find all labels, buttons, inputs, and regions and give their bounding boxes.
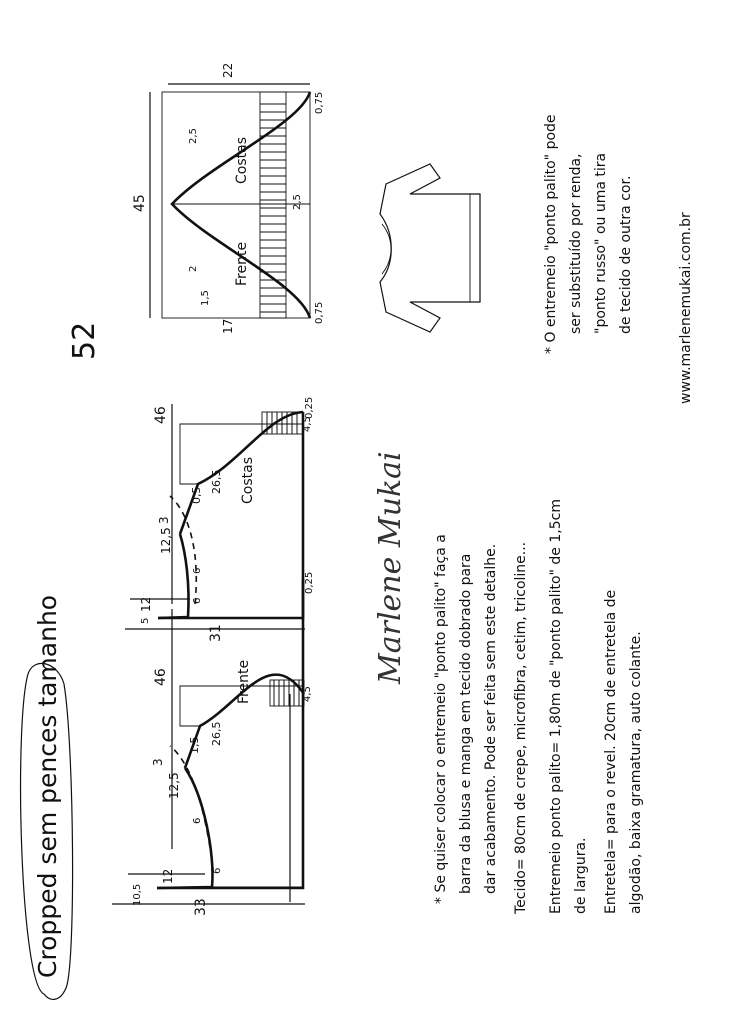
back-dim-neck-mark: 6 bbox=[192, 567, 203, 574]
note-line-6: de largura. bbox=[573, 837, 589, 914]
side-note-block bbox=[543, 114, 694, 404]
front-dim-armhole-curve: 1,5 bbox=[188, 736, 201, 754]
note-line-2: barra da blusa e manga em tecido dobrado para bbox=[458, 553, 474, 894]
back-dim-length: 46 bbox=[153, 406, 169, 424]
title-block bbox=[21, 322, 102, 1000]
back-hem-hatch bbox=[267, 412, 297, 434]
back-dim-shoulder-drop: 3 bbox=[157, 516, 171, 524]
notes-block bbox=[433, 499, 644, 915]
sleeve-dim-underarm: 17 bbox=[221, 318, 235, 334]
note-line-8: algodão, baixa gramatura, auto colante. bbox=[628, 631, 644, 914]
front-dim-width: 33 bbox=[193, 898, 209, 916]
side-note-line-3: "ponto russo" ou uma tira bbox=[593, 152, 609, 334]
top-outline bbox=[380, 164, 480, 332]
side-note-line-4: de tecido de outra cor. bbox=[618, 175, 634, 334]
top-hem-detail bbox=[470, 194, 480, 302]
back-dim-armhole-depth: 26,5 bbox=[210, 469, 223, 494]
sleeve-dim-curve-front: 2 bbox=[188, 265, 199, 272]
back-dim-neck-depth: 5 bbox=[140, 617, 151, 624]
sleeve-dim-width: 45 bbox=[132, 194, 148, 212]
sleeve-dim-curve-low: 1,5 bbox=[200, 290, 211, 306]
signature: Marlene Mukai bbox=[373, 451, 408, 684]
note-line-7: Entretela= para o revel. 20cm de entretela de bbox=[603, 589, 619, 914]
sleeve-dim-margin-bottom: 0,75 bbox=[314, 301, 325, 324]
website: www.marlenemukai.com.br bbox=[678, 212, 694, 404]
top-neckline bbox=[382, 224, 391, 274]
sleeve-label-back: Costas bbox=[234, 137, 250, 184]
front-label: Frente bbox=[236, 659, 252, 704]
front-dim-length: 46 bbox=[153, 668, 169, 686]
back-dim-neck-curve: 6 bbox=[192, 597, 203, 604]
back-piece bbox=[125, 397, 315, 642]
sleeve-dim-margin-top: 0,75 bbox=[314, 91, 325, 114]
front-outline-bottom bbox=[157, 579, 303, 888]
side-note-line-2: ser substituído por renda, bbox=[568, 153, 584, 334]
pattern-title: Cropped sem pences tamanho bbox=[33, 594, 62, 978]
sleeve-dim-cap-height: 22 bbox=[221, 62, 235, 78]
front-dim-shoulder: 12,5 bbox=[167, 772, 181, 799]
note-line-5: Entremeio ponto palito= 1,80m de "ponto palito" de 1,5cm bbox=[548, 499, 564, 914]
size-number: 52 bbox=[67, 321, 102, 360]
front-dim-armhole-depth: 26,5 bbox=[210, 721, 223, 746]
sleeve-piece bbox=[132, 63, 325, 334]
back-label: Costas bbox=[240, 457, 256, 504]
sleeve-dim-band: 2,5 bbox=[292, 194, 303, 210]
side-note-line-1: * O entremeio "ponto palito" pode bbox=[543, 114, 559, 354]
note-line-3: dar acabamento. Pode ser feita sem este detalhe. bbox=[483, 543, 499, 894]
garment-sketch bbox=[380, 164, 480, 332]
front-dim-shoulder-drop: 3 bbox=[151, 758, 165, 766]
back-dim-armhole-curve: 0,5 bbox=[190, 486, 203, 504]
front-dim-neck-curve: 6 bbox=[212, 867, 223, 874]
back-dim-neck-width: 12 bbox=[139, 596, 153, 612]
front-dim-band: 4,5 bbox=[302, 686, 313, 702]
sleeve-dim-curve-back: 2,5 bbox=[188, 128, 199, 144]
front-dim-neck-mark: 6 bbox=[192, 817, 203, 824]
back-dim-width: 31 bbox=[208, 624, 224, 642]
note-line-4: Tecido= 80cm de crepe, microfibra, cetim, tricoline... bbox=[513, 541, 529, 914]
back-dim-band: 4,5 bbox=[302, 416, 313, 432]
front-facing-line bbox=[170, 746, 213, 869]
front-dim-neck-width: 12 bbox=[161, 868, 175, 884]
sleeve-label-front: Frente bbox=[234, 241, 250, 286]
front-dim-hem-margin: 0,25 bbox=[304, 571, 315, 594]
note-line-1: * Se quiser colocar o entremeio "ponto palito" faça a bbox=[433, 534, 449, 904]
front-dim-neck-depth: 10,5 bbox=[132, 883, 143, 906]
back-dim-shoulder: 12,5 bbox=[159, 527, 173, 554]
back-dim-hem-margin: 0,25 bbox=[304, 396, 315, 419]
